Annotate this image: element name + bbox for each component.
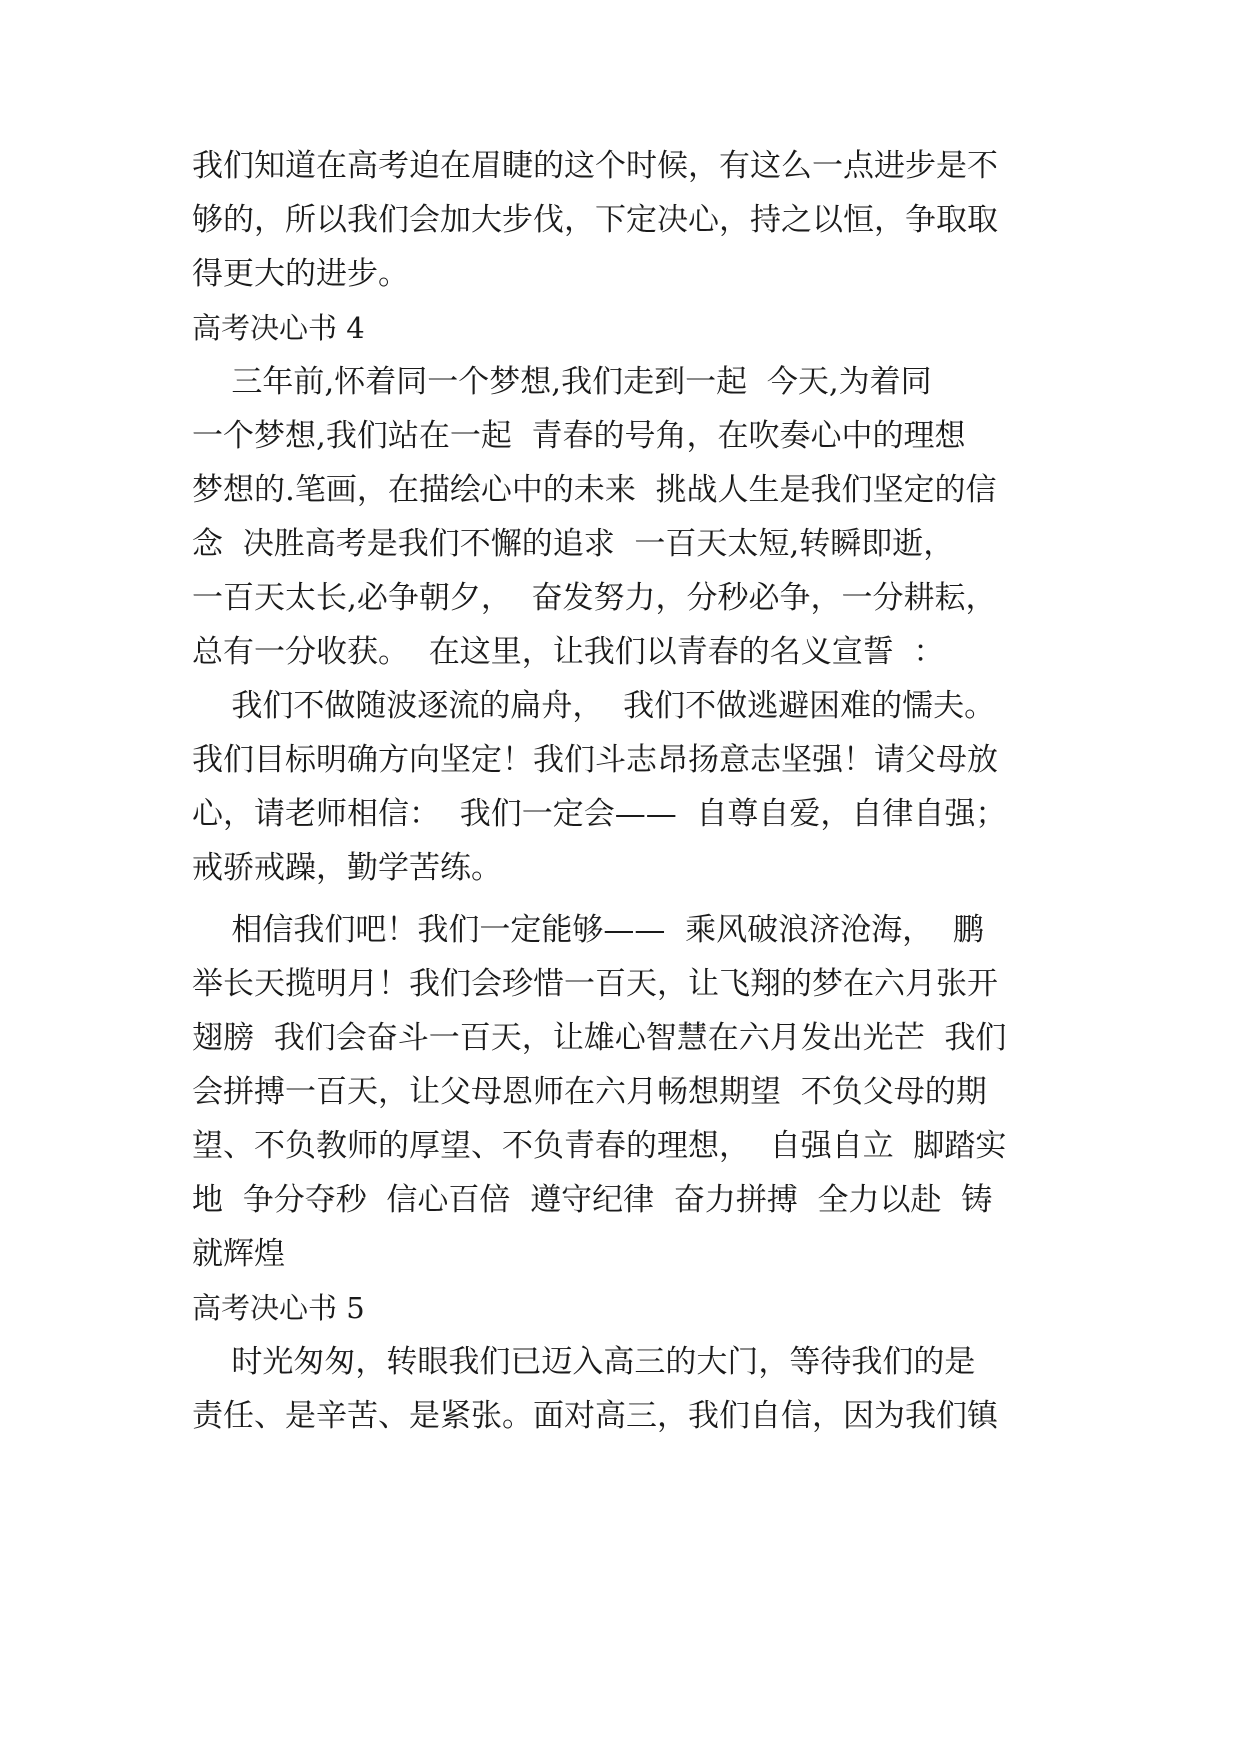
text-line: 念 决胜高考是我们不懈的追求 一百天太短,转瞬即逝， <box>192 526 955 562</box>
text-line: 心，请老师相信： 我们一定会—— 自尊自爱，自律自强； <box>192 796 1007 832</box>
text-line: 总有一分收获。 在这里，让我们以青春的名义宣誓 ： <box>192 634 945 670</box>
text-line: 我们目标明确方向坚定！我们斗志昂扬意志坚强！请父母放 <box>192 742 998 778</box>
text-line: 相信我们吧！我们一定能够—— 乘风破浪济沧海， 鹏 <box>192 912 984 948</box>
text-line: 时光匆匆，转眼我们已迈入高三的大门，等待我们的是 <box>192 1344 976 1380</box>
text-line: 我们不做随波逐流的扁舟， 我们不做逃避困难的懦夫。 <box>192 688 996 724</box>
section-heading-5: 高考决心书 5 <box>192 1291 365 1325</box>
text-line: 翅膀 我们会奋斗一百天，让雄心智慧在六月发出光芒 我们 <box>192 1020 1007 1056</box>
text-line: 梦想的.笔画，在描绘心中的未来 挑战人生是我们坚定的信 <box>192 472 997 508</box>
text-line: 一百天太长,必争朝夕， 奋发努力，分秒必争，一分耕耘， <box>192 580 997 616</box>
text-line: 三年前,怀着同一个梦想,我们走到一起 今天,为着同 <box>192 364 932 400</box>
text-line: 望、不负教师的厚望、不负青春的理想， 自强自立 脚踏实 <box>192 1128 1007 1164</box>
text-line: 地 争分夺秒 信心百倍 遵守纪律 奋力拼搏 全力以赴 铸 <box>192 1182 993 1218</box>
section-heading-4: 高考决心书 4 <box>192 311 365 345</box>
text-line: 会拼搏一百天，让父母恩师在六月畅想期望 不负父母的期 <box>192 1074 987 1110</box>
text-line: 就辉煌 <box>192 1236 285 1272</box>
text-line: 一个梦想,我们站在一起 青春的号角，在吹奏心中的理想 <box>192 418 966 454</box>
text-line: 我们知道在高考迫在眉睫的这个时候，有这么一点进步是不 <box>192 148 998 184</box>
text-line: 得更大的进步。 <box>192 256 409 292</box>
text-line: 够的，所以我们会加大步伐，下定决心，持之以恒，争取取 <box>192 202 998 238</box>
text-line: 戒骄戒躁，勤学苦练。 <box>192 850 502 886</box>
text-line: 责任、是辛苦、是紧张。面对高三，我们自信，因为我们镇 <box>192 1398 998 1434</box>
text-line: 举长天揽明月！我们会珍惜一百天，让飞翔的梦在六月张开 <box>192 966 998 1002</box>
